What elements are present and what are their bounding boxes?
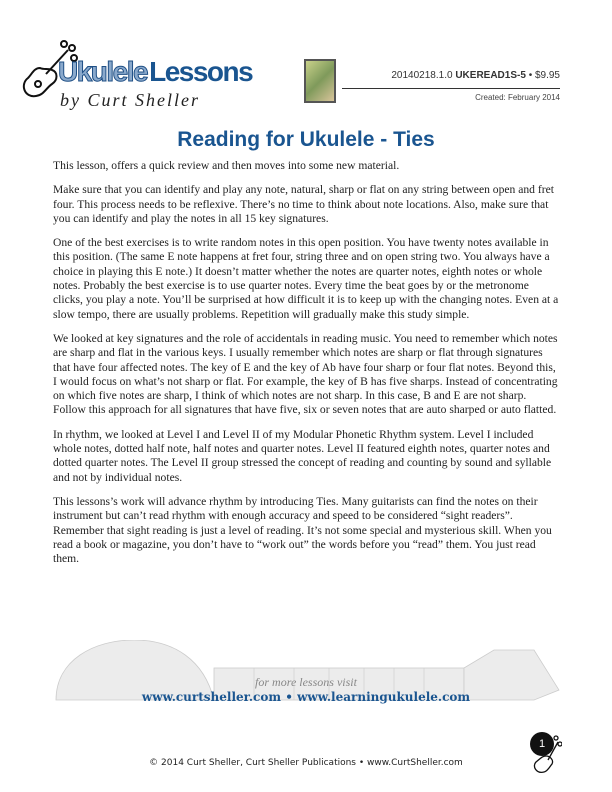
paragraph: This lessons’s work will advance rhythm by introducing Ties. Many guitarists can find the notes on their instrument but can’t read rhythm with enough accuracy and speed to be considered “sight readers”. Remember that sight reading is just a level of reading. It’s not some special and mysterious skill. When you read a book or magazine, you don’t have to “work out” the words before you “read” them. You just read them.: [53, 494, 552, 566]
header-divider: [342, 88, 560, 89]
price: • $9.95: [528, 70, 560, 81]
more-lessons-text: for more lessons visit: [255, 675, 357, 689]
logo-wordmark: [58, 56, 252, 88]
copyright: © 2014 Curt Sheller, Curt Sheller Publications • www.CurtSheller.com: [149, 758, 463, 768]
logo-byline: by Curt Sheller: [60, 90, 200, 110]
curtsheller-link[interactable]: www.curtsheller.com: [141, 690, 282, 704]
paragraph: This lesson, offers a quick review and then moves into some new material.: [53, 159, 400, 172]
footer-links: [0, 690, 612, 704]
learningukulele-link[interactable]: www.learningukulele.com: [297, 690, 471, 704]
page-number: 1: [530, 732, 554, 756]
link-separator: •: [285, 690, 293, 704]
paragraph: Make sure that you can identify and play any note, natural, sharp or flat on any string between open and fret four. This process needs to be reflexive. There’s no time to think about note locations. Also, make sure that you can identify and play the notes in all 15 key signatures.: [53, 183, 554, 225]
lesson-code: [391, 70, 560, 81]
paragraph: In rhythm, we looked at Level I and Level II of my Modular Phonetic Rhythm system. Level I included whole notes, dotted half note, half notes and quarter notes. Level II featured eighth notes, quarter notes and dotted quarter notes. The Level II group stressed the concept of reading and counting by sound and syllable and not by individual notes.: [53, 427, 552, 484]
code: UKEREAD1S-5: [455, 70, 526, 81]
created-date: Created: February 2014: [475, 93, 560, 102]
body-text: [53, 159, 561, 576]
paragraph: We looked at key signatures and the role of accidentals in reading music. You need to remember which notes are sharp and flat in the various keys. I usually remember which notes are sharp or flat through signatures that have four affected notes. The key of E and the key of Ab have four sharp or four flat notes. Beyond this, I would focus on what’s not sharp or flat. For example, the key of B has five sharps. Instead of concentrating on which five notes are sharp, I think of which notes are not sharp. In this case, B and E are not sharp. Follow this approach for all signatures that have five, six or seven notes that are auto sharped or auto flatted.: [53, 331, 558, 417]
code-prefix: 20140218.1.0: [391, 70, 453, 81]
page-title: Reading for Ukulele - Ties: [177, 128, 435, 151]
paragraph: One of the best exercises is to write random notes in this open position. You have twenty notes available in this position. (The same E note happens at fret four, string three and on open string two. You always have a choice in playing this E note.) It doesn’t matter whether the notes are quarter notes, eighth notes or whole notes. Probably the best exercise is to use quarter notes. Every time the beat goes by or the metronome clicks, you play a note. You’ll be surprised at how difficult it is to keep up with the changing notes. Even at a slow tempo, there are usually problems. Repetition will gradually make this study simple.: [53, 236, 559, 321]
author-photo: [304, 59, 336, 103]
ukulele-footer-icon: [532, 734, 562, 774]
logo-lessons-text: Lessons: [149, 56, 253, 87]
logo-ukulele-text: Ukulele: [58, 56, 148, 87]
